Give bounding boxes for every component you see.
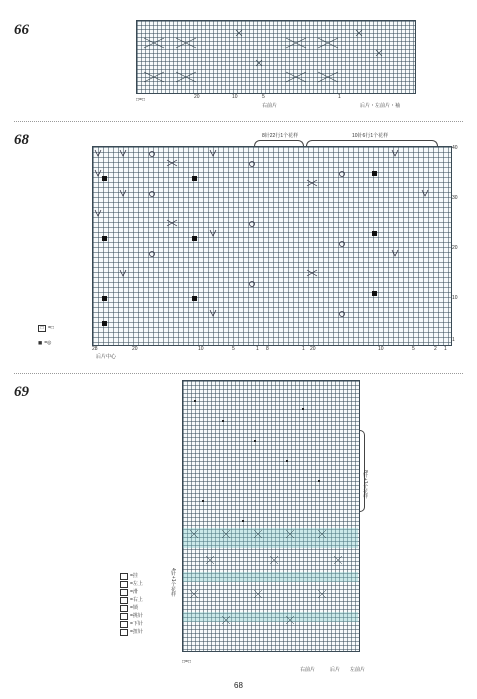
chart-69-title: 69: [14, 384, 29, 400]
chart-68-bottom-label: 后片中心: [96, 354, 117, 360]
chart-68-col-20a: 20: [132, 346, 138, 352]
chart-68-row-30: 30: [452, 195, 458, 201]
chart-69-legend-6: [120, 613, 143, 620]
chart-69-legend-3-text: =滑: [130, 589, 138, 595]
chart-68-legend-2: [38, 340, 52, 347]
chart-68-legend-1-text: =□: [48, 325, 54, 331]
page-number: 68: [234, 681, 243, 690]
chart-66-title: 66: [14, 22, 29, 38]
legend-4-symbol-icon: [120, 597, 128, 604]
chart-68-col-10b: 10: [378, 346, 384, 352]
legend-6-symbol-icon: [120, 613, 128, 620]
chart-66-label-left: 右前片: [262, 103, 278, 109]
chart-69-legend-3: [120, 589, 138, 596]
legend-3-symbol-icon: [120, 589, 128, 596]
chart-68-col-1b: 1: [302, 346, 305, 352]
chart-68-col-5b: 5: [412, 346, 415, 352]
chart-69-legend-6-text: =挑针: [130, 613, 143, 619]
chart-68-col-28: 28: [92, 346, 98, 352]
chart-69-symbols: [182, 380, 358, 650]
chart-68-legend-1-symbol: □: [38, 325, 46, 332]
chart-68-row-40: 40: [452, 145, 458, 151]
chart-69-legend-bottom: □=□: [182, 659, 191, 665]
chart-69-bottom-label-3: 左前片: [350, 667, 366, 673]
legend-1-symbol-icon: [120, 573, 128, 580]
chart-68-row-10: 10: [452, 295, 458, 301]
chart-69-side-label-left: 4针+1个花样: [170, 568, 176, 597]
separator-1: [14, 121, 463, 122]
chart-66-motifs: [136, 20, 414, 92]
chart-69-side-label-right: 8针+1个花样: [362, 470, 368, 499]
chart-69-legend-4: [120, 597, 143, 604]
chart-68-legend-2-symbol: ■: [38, 340, 43, 347]
chart-69-bottom-label-2: 后片: [330, 667, 341, 673]
chart-68-row-20: 20: [452, 245, 458, 251]
chart-69-legend-5: [120, 605, 138, 612]
chart-66-legend: □=□: [136, 97, 145, 103]
legend-2-symbol-icon: [120, 581, 128, 588]
chart-66-rownum-4: 1: [338, 94, 341, 100]
chart-68-legend-1: [38, 325, 54, 332]
chart-69-legend-1: [120, 573, 138, 580]
chart-68-row-1: 1: [452, 337, 455, 343]
chart-68-col-1a: 1: [256, 346, 259, 352]
chart-66-rownum-3: 5: [262, 94, 265, 100]
chart-66-label-right: 后片・左前片・袖: [360, 103, 401, 109]
legend-5-symbol-icon: [120, 605, 128, 612]
chart-68-col-8: 8: [266, 346, 269, 352]
chart-68-col-10a: 10: [198, 346, 204, 352]
chart-69-legend-8: [120, 629, 143, 636]
chart-69-legend-2: [120, 581, 143, 588]
chart-68-legend-2-text: =◎: [44, 340, 52, 346]
chart-68-annotation-left: 8针22行1个花样: [262, 133, 299, 139]
separator-2: [14, 373, 463, 374]
chart-68-col-5a: 5: [232, 346, 235, 352]
chart-69-legend-7-text: =下针: [130, 621, 143, 627]
chart-68-symbols: [92, 146, 450, 344]
chart-66-rownum-2: 10: [232, 94, 238, 100]
chart-68-col-2: 2: [434, 346, 437, 352]
chart-69-legend-5-text: =锁: [130, 605, 138, 611]
legend-8-symbol-icon: [120, 629, 128, 636]
chart-66-rownum-1: 20: [194, 94, 200, 100]
chart-69-legend-8-text: =扭针: [130, 629, 143, 635]
chart-68-annotation-right: 10针6行1个花样: [352, 133, 389, 139]
legend-7-symbol-icon: [120, 621, 128, 628]
chart-69-legend-7: [120, 621, 143, 628]
chart-68-col-1c: 1: [444, 346, 447, 352]
chart-69-legend-2-text: =左上: [130, 581, 143, 587]
chart-68-col-20b: 20: [310, 346, 316, 352]
chart-69-legend-4-text: =右上: [130, 597, 143, 603]
chart-68-title: 68: [14, 132, 29, 148]
chart-69-bottom-label-1: 右前片: [300, 667, 316, 673]
chart-69-legend-1-text: =挂: [130, 573, 138, 579]
